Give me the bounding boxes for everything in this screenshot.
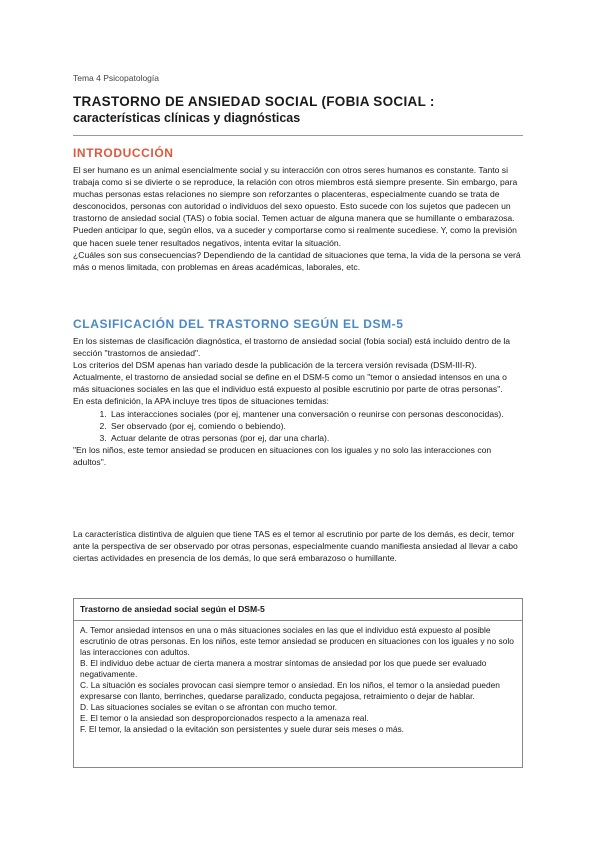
list-item: 1. Las interacciones sociales (por ej, mantener una conversación o reunirse con personas desconocidas). [109,408,525,420]
criteria-table-body [74,621,522,735]
criterion-item: C. La situación es sociales provocan casi siempre temor o ansiedad. En los niños, el temor o la ansiedad pueden expresarse con llanto, berrinches, quedarse paralizado, conducta pegajosa, retraimiento o dejar de hablar. [80,680,500,701]
dsm5-criteria-table [73,598,523,768]
dsm-paragraph: En esta definición, la APA incluye tres tipos de situaciones temidas: [73,396,329,407]
criterion-item: A. Temor ansiedad intensos en una o más situaciones sociales en las que el individuo está expuesto al posible escrutinio de otras personas. En los niños, este temor ansiedad se producen en situaciones con los iguales y no solo las interacciones con adultos. [80,625,514,657]
criterion-item: D. Las situaciones sociales se evitan o se afrontan con mucho temor. [80,702,337,712]
intro-heading: INTRODUCCIÓN [73,146,174,160]
dsm-paragraph: Los criterios del DSM apenas han variado desde la publicación de la tercera versión revisada (DSM-III-R). Actualmente, el trastorno de ansiedad social se define en el DSM-5 como un "temor o ansiedad intensos en una o más situaciones sociales en las que el individuo está expuesto al posible escrutinio por parte de otras personas". [73,360,507,395]
document-title: TRASTORNO DE ANSIEDAD SOCIAL (FOBIA SOCIAL : [73,94,435,109]
topic-header: Tema 4 Psicopatología [73,73,159,83]
feared-situations-list [73,408,525,444]
characteristic-paragraph: La característica distintiva de alguien que tiene TAS es el temor al escrutinio por parte de los demás, es decir, temor ante la perspectiva de ser observado por otras personas, especialmente cuando manifiesta ansiedad al llevar a cabo ciertas actividades en presencia de los demás, lo que será embarazoso o humillante. [73,529,518,564]
list-item: 3. Actuar delante de otras personas (por ej, dar una charla). [109,432,525,444]
criterion-item: B. El individuo debe actuar de cierta manera a mostrar síntomas de ansiedad por los que puede ser evaluado negativamente. [80,658,487,679]
document-subtitle: características clínicas y diagnósticas [73,111,301,125]
intro-text [73,164,525,273]
children-quote: "En los niños, este temor ansiedad se producen en situaciones con los iguales y no solo las interacciones con adultos". [73,444,492,467]
list-item: 2. Ser observado (por ej, comiendo o bebiendo). [109,420,525,432]
criterion-item: F. El temor, la ansiedad o la evitación son persistentes y suele durar seis meses o más. [80,724,404,734]
intro-paragraph: ¿Cuáles son sus consecuencias? Dependiendo de la cantidad de situaciones que tema, la vida de la persona se verá más o menos limitada, con problemas en áreas académicas, laborales, etc. [73,249,521,272]
dsm-text [73,335,525,468]
intro-paragraph: El ser humano es un animal esencialmente social y su interacción con otros seres humanos es constante. Tanto si trabaja como si se divierte o se reproduce, la relación con otros miembros está siempre presente. Sin embargo, para muchas personas estas relaciones no siempre son reforzantes o placenteras, especialmente cuando se trata de desconocidos, personas con autoridad o individuos del sexo opuesto. Esto sucede con los sujetos que padecen un trastorno de ansiedad social (TAS) o fobia social. Temen actuar de alguna manera que se humillante o embarazosa. Pueden anticipar lo que, según ellos, va a suceder y comportarse como si realmente sucediese. Y, como la previsión que hacen suele tener resultados negativos, intenta evitar la situación. [73,165,518,248]
title-divider [73,135,523,136]
criterion-item: E. El temor o la ansiedad son desproporcionados respecto a la amenaza real. [80,713,369,723]
criteria-table-title: Trastorno de ansiedad social según el DSM-5 [74,599,522,621]
dsm-paragraph: En los sistemas de clasificación diagnóstica, el trastorno de ansiedad social (fobia social) está incluido dentro de la sección "trastornos de ansiedad". [73,336,511,359]
dsm-heading: CLASIFICACIÓN DEL TRASTORNO SEGÚN EL DSM-5 [73,317,404,331]
